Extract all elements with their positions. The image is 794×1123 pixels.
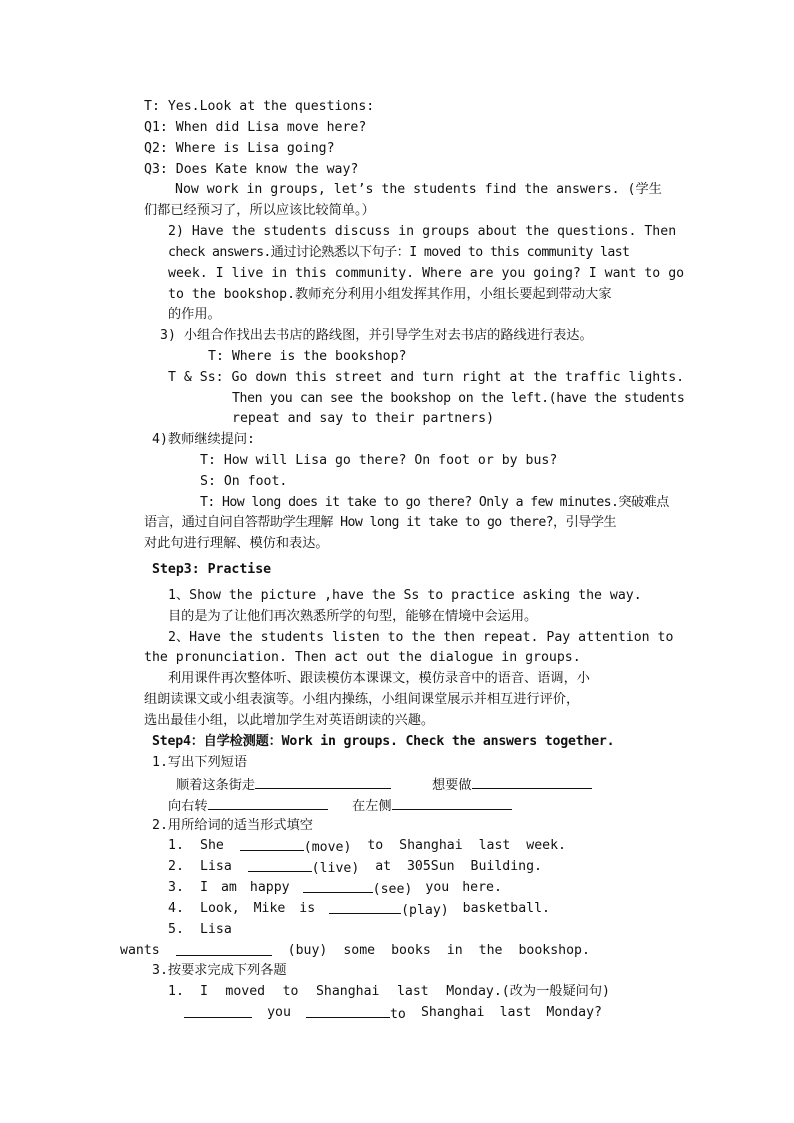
text-line: 们都已经预习了，所以应该比较简单。） (144, 203, 375, 218)
text-line: 3) 小组合作找出去书店的路线图，并引导学生对去书店的路线进行表达。 (160, 328, 593, 343)
dialogue-line: repeat and say to their partners) (232, 411, 495, 426)
text-line: 对此句进行理解、模仿和表达。 (144, 536, 329, 551)
text-line: 语言，通过自问自答帮助学生理解 How long it take to go there?，引导学生 (144, 515, 616, 530)
answer-blank[interactable] (240, 836, 304, 851)
fill-in-question-5-cont: wants (buy) some books in the bookshop. (120, 943, 590, 958)
answer-blank[interactable] (255, 774, 391, 789)
step4-heading: Step4：自学检测题：Work in groups. Check the answers together. (152, 734, 615, 749)
text-line: 的作用。 (168, 307, 221, 322)
text-line: 组朗读课文或小组表演等。小组内操练，小组间课堂展示并相互进行评价， (144, 692, 580, 707)
text-line: 目的是为了让他们再次熟悉所学的句型，能够在情境中会运用。 (168, 609, 538, 624)
text-line: check answers.通过讨论熟悉以下句子：I moved to this community last (168, 245, 630, 260)
dialogue-line: T: How long does it take to go there? Only a few minutes.突破难点 (200, 495, 669, 510)
dialogue-line: T & Ss: Go down this street and turn right at the traffic lights. (168, 370, 685, 385)
exercise-2-title: 2.用所给词的适当形式填空 (152, 818, 313, 833)
text-line: 4)教师继续提问: (152, 432, 255, 447)
fill-in-question-2: Lisa (live) at 305Sun Building. (200, 859, 542, 876)
answer-blank[interactable] (303, 878, 373, 893)
answer-blank[interactable] (248, 857, 312, 872)
step3-heading: Step3: Practise (152, 562, 272, 577)
exercise-1-title: 1.写出下列短语 (152, 755, 248, 770)
text-line: 利用课件再次整体听、跟读模仿本课课文，模仿录音中的语音、语调，小 (168, 671, 590, 686)
text-line: T: Yes.Look at the questions: (144, 99, 375, 114)
fill-in-question-3: I am happy (see) you here. (200, 880, 502, 897)
fill-in-question-4: Look, Mike is (play) basketball. (200, 901, 550, 918)
exercise-1-row (176, 774, 391, 796)
question-q1: Q1: When did Lisa move here? (144, 120, 367, 135)
phrase-label: 想要做 (432, 778, 472, 793)
text-line: 2) Have the students discuss in groups about the questions. Then (168, 224, 677, 239)
text-line: week. I live in this community. Where are you going? I want to go (168, 266, 685, 281)
text-line: 1、Show the picture ,have the Ss to practice asking the way. (168, 588, 642, 603)
answer-blank[interactable] (208, 795, 328, 810)
text-line: to the bookshop.教师充分利用小组发挥其作用，小组长要起到带动大家 (168, 287, 612, 302)
phrase-label: 在左侧 (352, 799, 392, 814)
text-line: 选出最佳小组，以此增加学生对英语朗读的兴趣。 (144, 713, 435, 728)
exercise-1-row (168, 795, 328, 817)
question-number: 5. (168, 922, 184, 937)
question-q3: Q3: Does Kate know the way? (144, 162, 359, 177)
rewrite-question-1: I moved to Shanghai last Monday.(改为一般疑问句) (200, 984, 610, 999)
answer-blank[interactable] (392, 795, 512, 810)
text-line: 2、Have the students listen to the then repeat. Pay attention to (168, 630, 674, 645)
phrase-label: 顺着这条街走 (176, 778, 256, 793)
answer-blank[interactable] (306, 1003, 390, 1018)
rewrite-question-1-answer: you to Shanghai last Monday? (184, 1003, 602, 1025)
dialogue-line: T: How will Lisa go there? On foot or by bus? (200, 453, 558, 468)
answer-blank[interactable] (176, 941, 272, 956)
dialogue-line: Then you can see the bookshop on the left.(have the students (232, 391, 685, 406)
fill-in-question-1: She (move) to Shanghai last week. (200, 838, 566, 855)
question-number: 4. (168, 901, 184, 916)
answer-blank[interactable] (184, 1003, 252, 1018)
dialogue-line: T: Where is the bookshop? (208, 349, 407, 364)
question-number: 2. (168, 859, 184, 874)
answer-blank[interactable] (472, 774, 592, 789)
question-number: 1. (168, 838, 184, 853)
question-number: 3. (168, 880, 184, 895)
text-line: the pronunciation. Then act out the dialogue in groups. (144, 650, 581, 665)
question-number: 1. (168, 984, 184, 999)
exercise-1-row (432, 774, 592, 796)
dialogue-line: S: On foot. (200, 474, 288, 489)
question-q2: Q2: Where is Lisa going? (144, 141, 335, 156)
phrase-label: 向右转 (168, 799, 208, 814)
exercise-3-title: 3.按要求完成下列各题 (152, 963, 287, 978)
text-line: Now work in groups, let’s the students find the answers. (学生 (175, 182, 662, 197)
answer-blank[interactable] (329, 899, 401, 914)
exercise-1-row (352, 795, 512, 817)
fill-in-question-5: Lisa (200, 922, 232, 937)
